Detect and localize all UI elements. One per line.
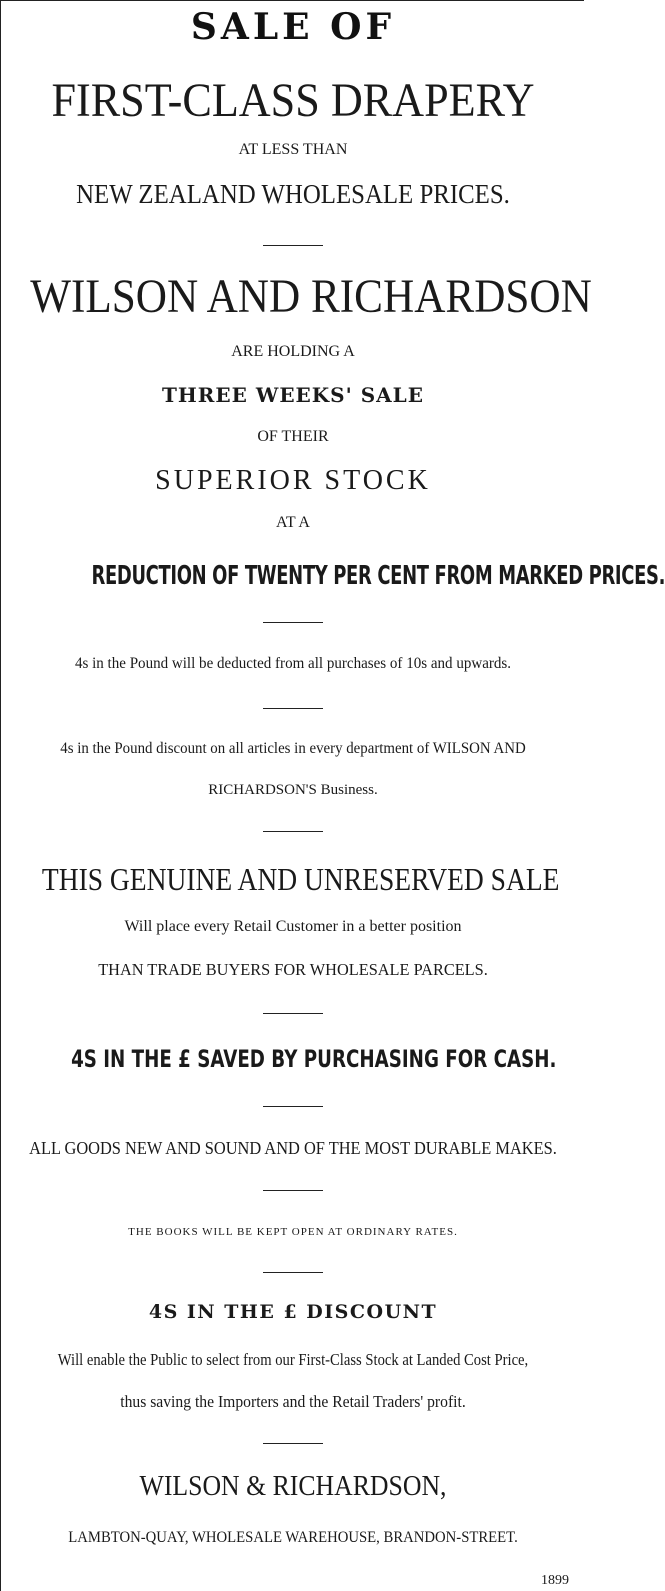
three-weeks-sale-heading: THREE WEEKS' SALE (162, 383, 424, 407)
genuine-sale-heading: THIS GENUINE AND UNRESERVED SALE (41, 861, 560, 897)
saving-importers-text: thus saving the Importers and the Retail Traders' profit. (120, 1392, 466, 1411)
first-class-drapery-heading: FIRST-CLASS DRAPERY (51, 74, 535, 127)
divider-rule (263, 1272, 323, 1273)
nz-wholesale-prices-heading: NEW ZEALAND WHOLESALE PRICES. (76, 179, 510, 209)
discount-notice-line2: RICHARDSON'S Business. (208, 782, 378, 798)
deduction-notice: 4s in the Pound will be deducted from all purchases of 10s and upwards. (74, 655, 512, 672)
signature-heading: WILSON & RICHARDSON, (139, 1471, 447, 1502)
discount-heading: 4S IN THE £ DISCOUNT (148, 1301, 438, 1323)
of-their-text: OF THEIR (257, 428, 329, 445)
books-open-text: THE BOOKS WILL BE KEPT OPEN AT ORDINARY RATES. (128, 1226, 458, 1238)
discount-notice-line1: 4s in the Pound discount on all articles in every department of WILSON AND (60, 740, 526, 757)
divider-rule (263, 622, 323, 623)
divider-rule (263, 1013, 323, 1014)
divider-rule (263, 708, 323, 709)
trade-buyers-text: THAN TRADE BUYERS FOR WHOLESALE PARCELS. (98, 960, 488, 979)
divider-rule (263, 245, 323, 246)
retail-customer-text: Will place every Retail Customer in a better position (124, 918, 462, 935)
reduction-heading: REDUCTION OF TWENTY PER CENT FROM MARKED PRICES. (91, 561, 665, 591)
divider-rule (263, 1106, 323, 1107)
divider-rule (263, 1443, 323, 1444)
goods-new-sound-text: ALL GOODS NEW AND SOUND AND OF THE MOST DURABLE MAKES. (29, 1138, 557, 1158)
are-holding-text: ARE HOLDING A (231, 343, 355, 360)
cash-savings-heading: 4S IN THE £ SAVED BY PURCHASING FOR CASH. (71, 1045, 557, 1073)
divider-rule (263, 1190, 323, 1191)
public-select-text: Will enable the Public to select from our First-Class Stock at Landed Cost Price, (57, 1350, 529, 1369)
reference-number: 1899 (541, 1573, 569, 1588)
at-a-text: AT A (276, 514, 310, 531)
wilson-richardson-heading: WILSON AND RICHARDSON (30, 270, 592, 323)
divider-rule (263, 831, 323, 832)
at-less-than-text: AT LESS THAN (238, 141, 348, 158)
sale-of-heading: SALE OF (190, 6, 396, 48)
address-line: LAMBTON-QUAY, WHOLESALE WAREHOUSE, BRANDON-STREET. (68, 1529, 518, 1546)
superior-stock-heading: SUPERIOR STOCK (155, 465, 431, 496)
